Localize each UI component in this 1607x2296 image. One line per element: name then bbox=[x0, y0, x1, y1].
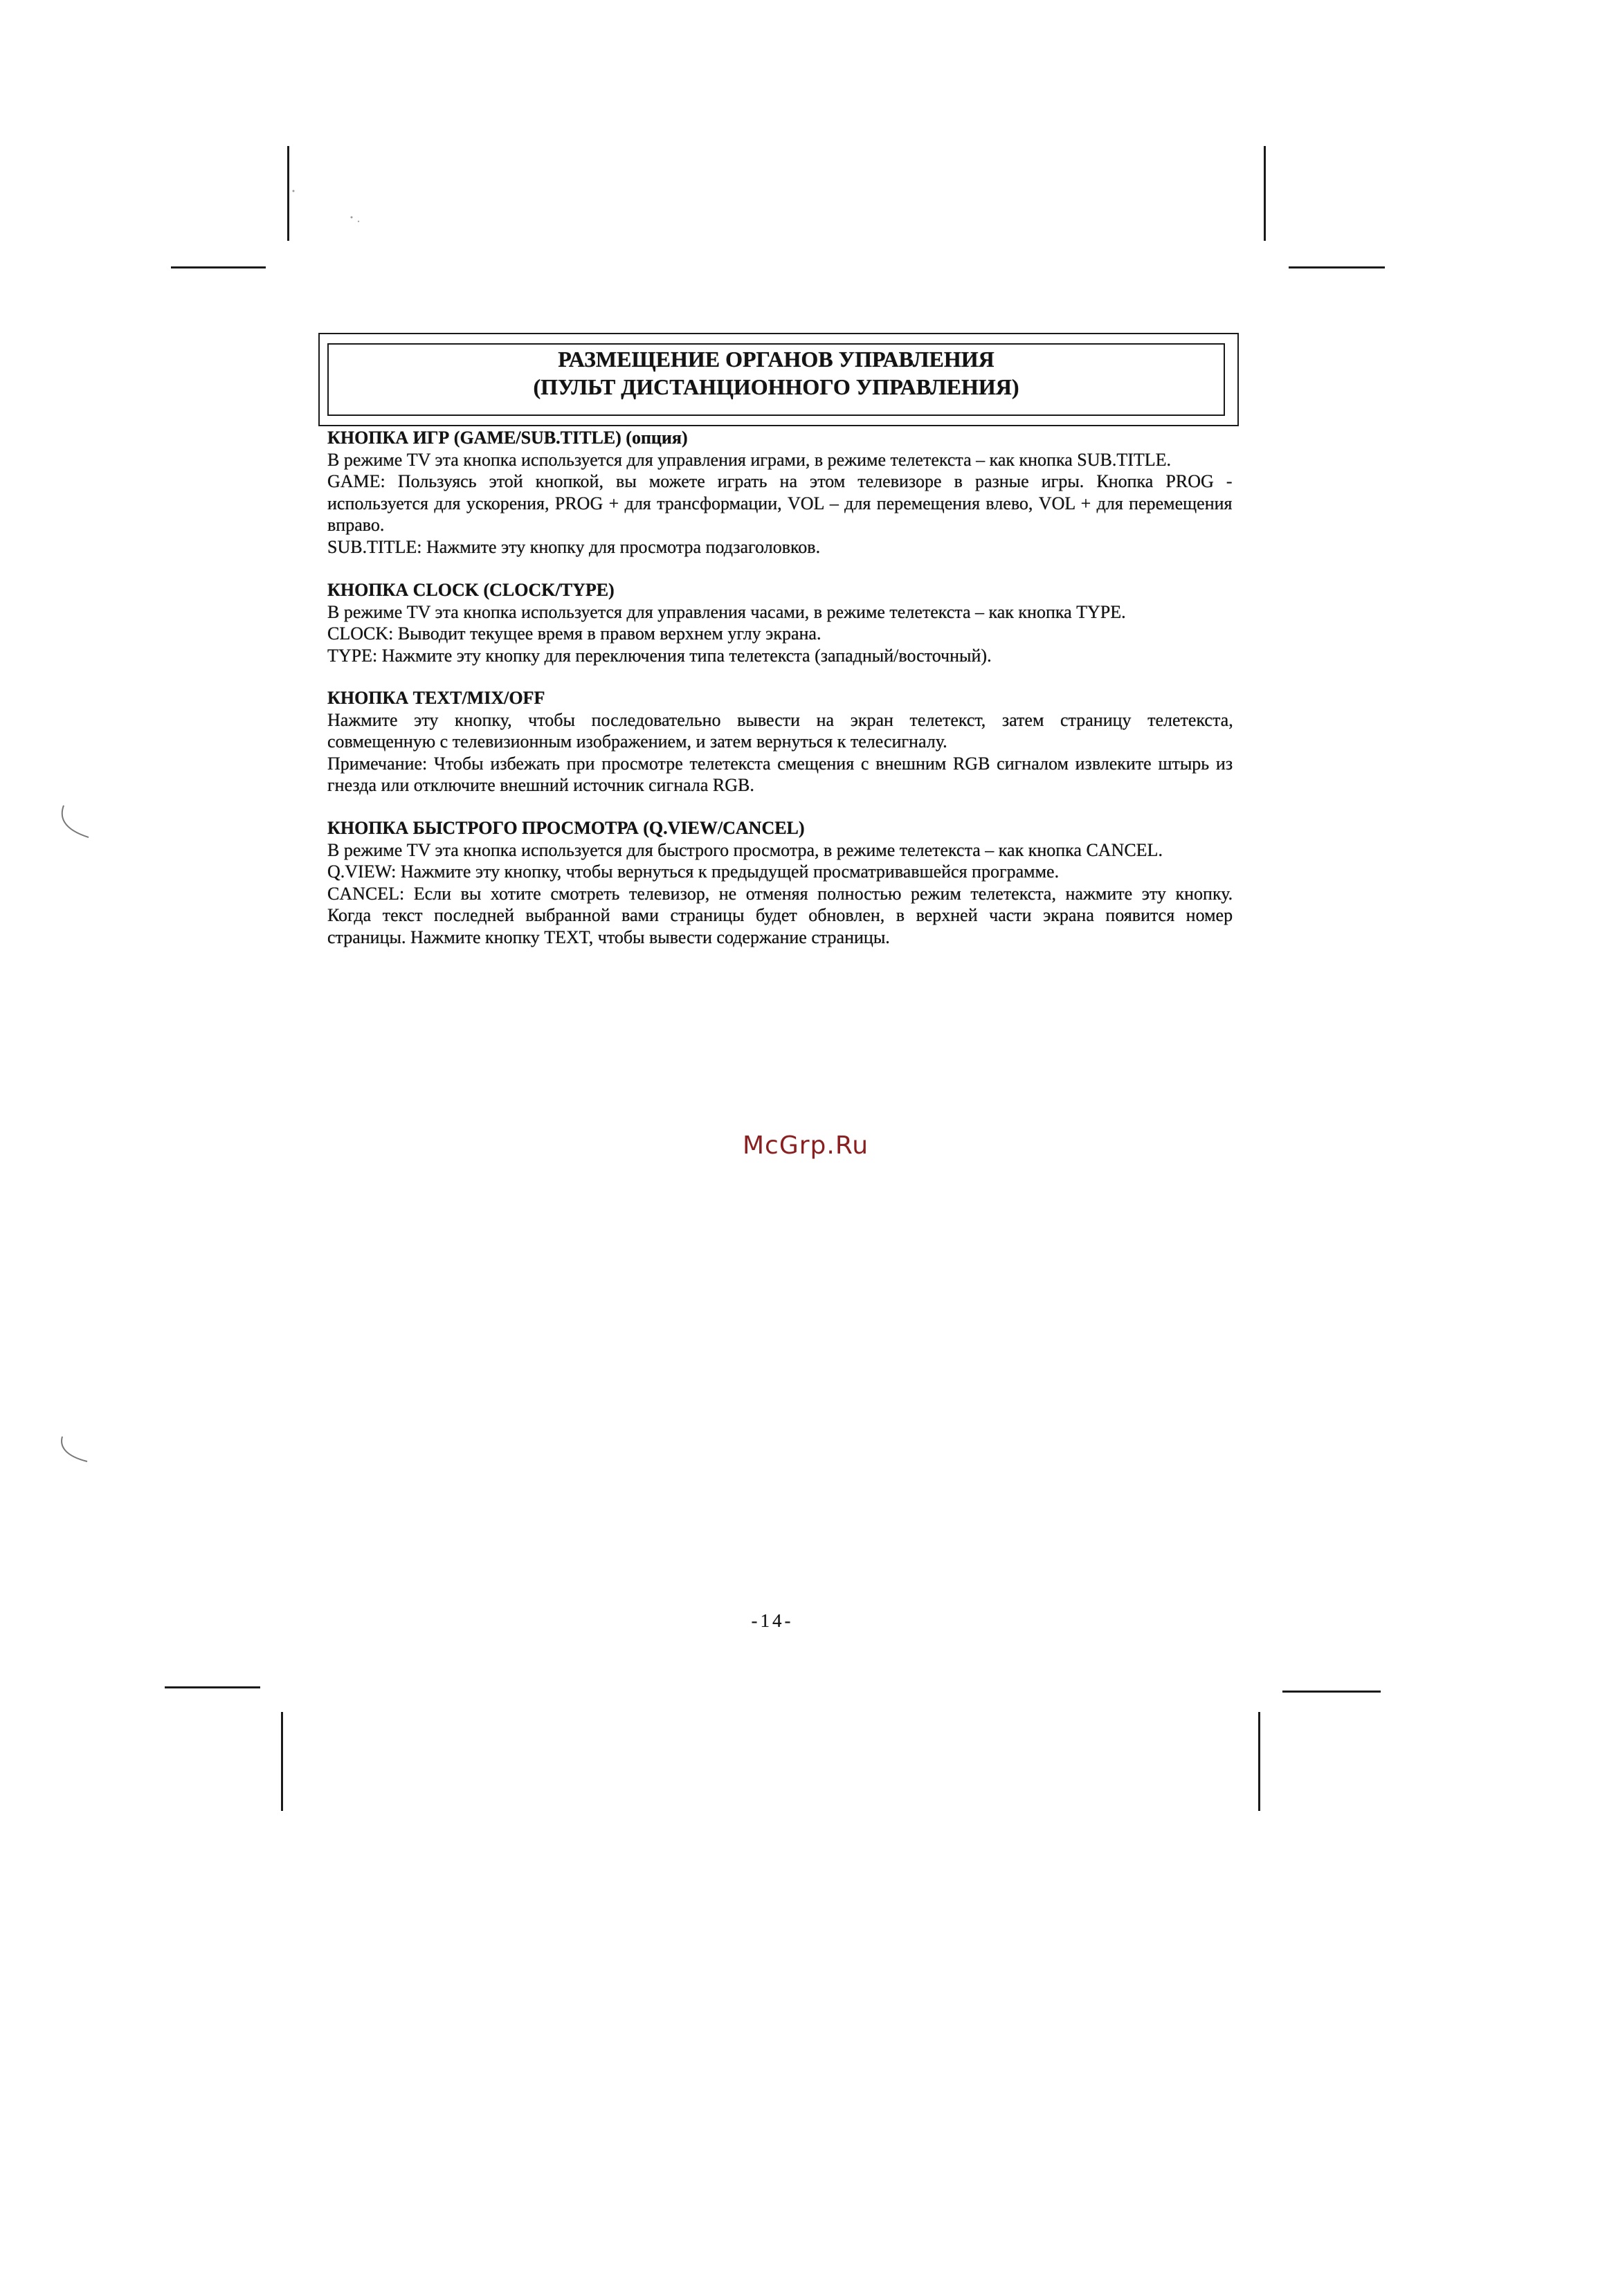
crop-mark-top-right-vertical bbox=[1264, 146, 1266, 241]
page-title-line: РАЗМЕЩЕНИЕ ОРГАНОВ УПРАВЛЕНИЯ bbox=[558, 347, 995, 372]
crop-mark-top-left-horizontal bbox=[171, 266, 266, 268]
text-line: Примечание: Чтобы избежать при просмотре телетекста смещения с внешним RGB сигналом извлеките штырь из bbox=[327, 753, 1233, 774]
page-number: -14- bbox=[751, 1610, 794, 1631]
text-line: GAME: Пользуясь этой кнопкой, вы можете играть на этом телевизоре в разные игры. Кнопка PROG - bbox=[327, 471, 1233, 492]
text-line: SUB.TITLE: Нажмите эту кнопку для просмотра подзаголовков. bbox=[327, 536, 821, 557]
scan-artifact bbox=[55, 1434, 97, 1468]
section-heading: КНОПКА ИГР (GAME/SUB.TITLE) (опция) bbox=[327, 428, 688, 448]
crop-mark-bottom-left-vertical bbox=[281, 1712, 283, 1811]
text-line: CLOCK: Выводит текущее время в правом верхнем углу экрана. bbox=[327, 623, 821, 644]
text-line: страницы. Нажмите кнопку TEXT, чтобы вывести содержание страницы. bbox=[327, 927, 890, 947]
text-line: В режиме TV эта кнопка используется для управления играми, в режиме телетекста – как кнопка SUB.TITLE. bbox=[327, 449, 1172, 470]
section-clock-button bbox=[327, 579, 1235, 666]
section-quick-view-button bbox=[327, 817, 1235, 949]
watermark: McGrp.Ru bbox=[742, 1131, 869, 1160]
text-line: TYPE: Нажмите эту кнопку для переключения типа телетекста (западный/восточный). bbox=[327, 645, 992, 666]
scan-artifact bbox=[55, 803, 97, 844]
section-heading: КНОПКА TEXT/MIX/OFF bbox=[327, 688, 545, 708]
text-line: В режиме TV эта кнопка используется для управления часами, в режиме телетекста – как кнопка TYPE. bbox=[327, 601, 1126, 622]
text-line: гнезда или отключите внешний источник сигнала RGB. bbox=[327, 775, 754, 796]
crop-mark-bottom-right-vertical bbox=[1258, 1712, 1260, 1811]
crop-mark-top-left-vertical bbox=[287, 146, 289, 241]
crop-mark-bottom-left-horizontal bbox=[165, 1686, 260, 1688]
text-line: используется для ускорения, PROG + для трансформации, VOL – для перемещения влево, VOL + для перемещения bbox=[327, 493, 1233, 513]
text-line: Q.VIEW: Нажмите эту кнопку, чтобы вернуться к предыдущей просматривавшейся программе. bbox=[327, 862, 1060, 882]
section-game-button bbox=[327, 427, 1235, 558]
text-line: CANCEL: Если вы хотите смотреть телевизор, не отменяя полностью режим телетекста, нажмите эту кнопку. bbox=[327, 883, 1233, 904]
section-heading: КНОПКА CLOCK (CLOCK/TYPE) bbox=[327, 580, 615, 600]
scan-artifact bbox=[291, 187, 374, 228]
page-title bbox=[327, 345, 1225, 401]
section-heading: КНОПКА БЫСТРОГО ПРОСМОТРА (Q.VIEW/CANCEL) bbox=[327, 818, 805, 838]
page-subtitle-line: (ПУЛЬТ ДИСТАНЦИОННОГО УПРАВЛЕНИЯ) bbox=[533, 374, 1019, 399]
crop-mark-bottom-right-horizontal bbox=[1282, 1691, 1381, 1693]
crop-mark-top-right-horizontal bbox=[1289, 266, 1385, 268]
text-line: В режиме TV эта кнопка используется для быстрого просмотра, в режиме телетекста – как кнопка CANCEL. bbox=[327, 839, 1163, 860]
text-line: Нажмите эту кнопку, чтобы последовательно вывести на экран телетекст, затем страницу телетекста, bbox=[327, 709, 1233, 730]
section-text-mix-off-button bbox=[327, 687, 1235, 796]
text-line: Когда текст последней выбранной вами страницы будет обновлен, в верхней части экрана появится номер bbox=[327, 905, 1233, 926]
text-line: вправо. bbox=[327, 515, 385, 536]
text-line: совмещенную с телевизионным изображением, и затем вернуться к телесигналу. bbox=[327, 731, 947, 752]
